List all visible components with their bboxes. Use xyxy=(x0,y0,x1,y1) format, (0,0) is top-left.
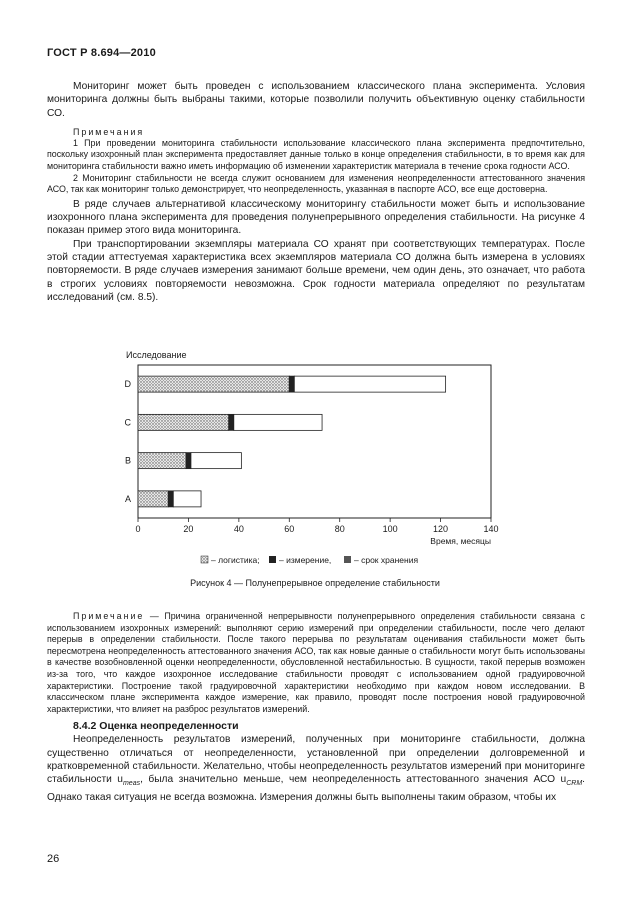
bar-a-measurement xyxy=(168,491,173,507)
bar-c-measurement xyxy=(229,414,234,430)
figure-caption: Рисунок 4 — Полунепрерывное определение стабильности xyxy=(190,578,440,588)
legend-label-storage: – срок хранения xyxy=(354,555,419,565)
section-title: 8.4.2 Оценка неопределенности xyxy=(73,720,239,733)
category-label-d: D xyxy=(124,379,131,390)
paragraph-uncertainty: Неопределенность результатов измерений, полученных при мониторинге стабильности, должна существенно отличаться от неопределенности, установленной при определении долговременной и кратковременной стабильности. Желательно, чтобы неопределенность результатов измерений при мониторинге стабильности $u_{meas}$, была значительно меньше, чем неопределенность аттестованного значения АСО $u_{CRM}$. Однако такая ситуация не всегда возможна. Измерения должны быть выполнены таким образом, чтобы их xyxy=(47,734,586,803)
bar-b-logistics xyxy=(138,453,186,469)
stability-chart xyxy=(110,345,520,570)
note-text: — Причина ограниченной непрерывности полунепрерывного определения стабильности связана с использованием изохронных измерений: выполняют серию измерений при определении стабильности, после чего делают перерыв в определении стабильности. После такого перерыва по результатам оценивания стабильности может быть пересмотрена неопределенность аттестованного значения АСО, так как новые данные о стабильности могут быть использованы в качестве возобновленной оценки неопределенности, обусловленной нестабильностью. В сущности, такой перерыв возможен из-за того, что каждое изохронное исследование стабильности проводят с использованием одной градуировочной характеристики. Построение такой градуировочной характеристики необходимо при каждом новом исследовании. В классическом плане эксперимента каждое измерение, как правило, проводят после построения новой градуировочной характеристики, что влияет на разброс результатов измерений. xyxy=(47,611,585,714)
legend xyxy=(201,555,418,565)
legend-label-logistics: – логистика; xyxy=(211,555,260,565)
x-tick-label-100: 100 xyxy=(382,524,398,534)
x-tick-label-0: 0 xyxy=(135,524,141,534)
page-number: 26 xyxy=(47,853,60,865)
notes-heading: Примечания xyxy=(73,126,145,137)
page-header: ГОСТ Р 8.694—2010 xyxy=(47,47,156,59)
bar-a-logistics xyxy=(138,491,168,507)
paragraph-alternative: В ряде случаев альтернативой классическому мониторингу стабильности может быть и использование изохронного плана эксперимента для проведения полунепрерывного определения стабильности. На рисунке 4 показан пример этого вида мониторинга. xyxy=(47,198,585,237)
x-tick-label-60: 60 xyxy=(284,524,295,534)
note-heading: Примечание xyxy=(73,611,145,621)
bar-d-storage xyxy=(294,376,445,392)
x-tick-label-120: 120 xyxy=(433,524,449,534)
body-text-top xyxy=(47,80,585,304)
legend-swatch-storage xyxy=(344,556,351,563)
x-tick-label-140: 140 xyxy=(483,524,499,534)
note-1: 1 При проведении мониторинга стабильности использование классического плана эксперимента предпочтительно, поскольку изохронный план эксперимента предоставляет данные только в конце определения стабильности, в то время как для мониторинга стабильности важно иметь информацию об изменении характеристик материала в течение срока годности АСО. xyxy=(47,137,585,172)
bar-d-measurement xyxy=(289,376,294,392)
legend-swatch-measurement xyxy=(269,556,276,563)
body-text-bottom xyxy=(47,611,585,804)
x-tick-label-20: 20 xyxy=(183,524,194,534)
bar-a-storage xyxy=(173,491,201,507)
bar-c-logistics xyxy=(138,414,229,430)
legend-label-measurement: – измерение, xyxy=(279,555,332,565)
bar-b-measurement xyxy=(186,453,191,469)
bar-b-storage xyxy=(191,453,241,469)
y-axis-title: Исследование xyxy=(126,350,187,360)
paragraph-transport: При транспортировании экземпляры материала СО хранят при соответствующих температурах. После этой стадии аттестуемая характеристика всех экземпляров материала СО должна быть измерена в условиях повторяемости. В ряде случаев измерения занимают больше времени, чем один день, это означает, что работа в строгих условиях повторяемости невозможна. Срок годности материала определяют по результатам исследований (см. 8.5). xyxy=(47,238,585,303)
note-2: 2 Мониторинг стабильности не всегда служит основанием для изменения неопределенности аттестованного значения АСО, так как мониторинг только демонстрирует, что неопределенность, указанная в паспорте АСО, все еще достоверна. xyxy=(47,172,585,195)
bar-c-storage xyxy=(234,414,322,430)
category-label-b: B xyxy=(124,455,131,466)
paragraph-monitoring: Мониторинг может быть проведен с использованием классического плана эксперимента. Условия мониторинга должны быть выбраны такими, которые позволили получить объективную оценку стабильности СО. xyxy=(47,81,585,119)
legend-swatch-logistics xyxy=(201,556,208,563)
note-semicontinuous xyxy=(47,611,585,715)
bar-d-logistics xyxy=(138,376,289,392)
x-tick-label-40: 40 xyxy=(233,524,244,534)
x-axis-title: Время, месяцы xyxy=(430,536,491,546)
x-tick-label-80: 80 xyxy=(334,524,345,534)
category-label-c: C xyxy=(124,417,131,428)
category-label-a: A xyxy=(124,493,131,504)
